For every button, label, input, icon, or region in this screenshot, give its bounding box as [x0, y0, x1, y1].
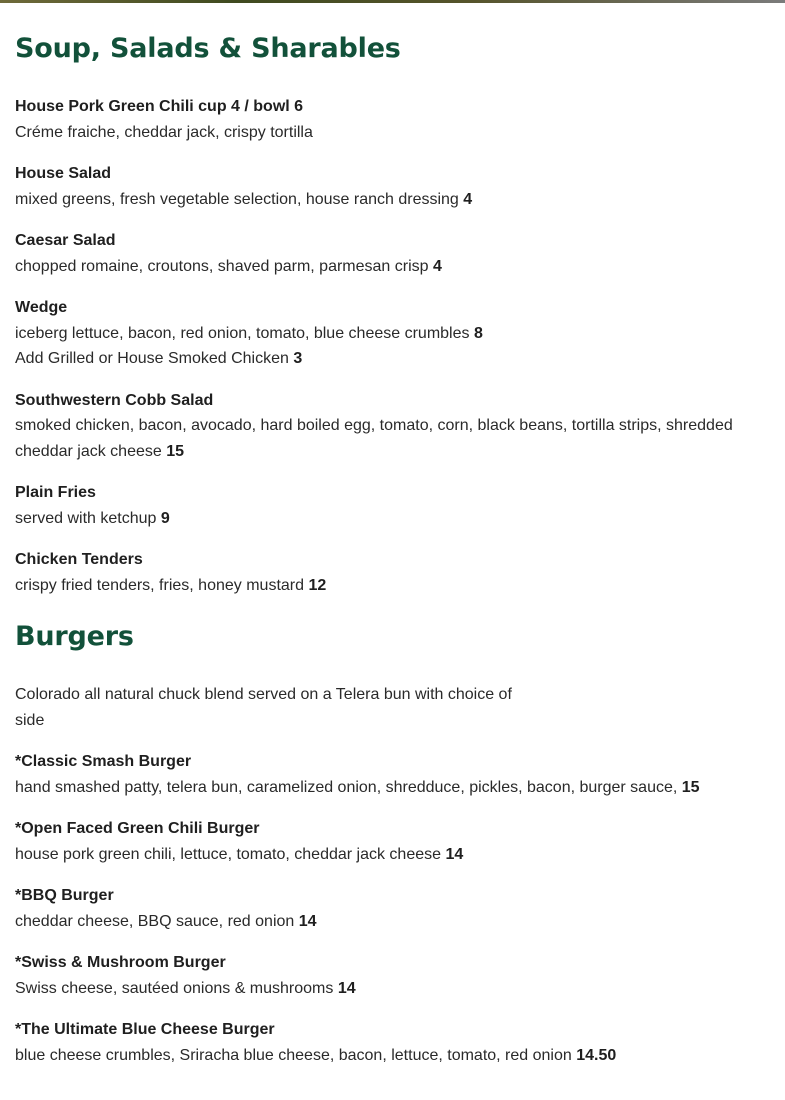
menu-item-name: Plain Fries	[15, 484, 96, 501]
menu-item-name: Wedge	[15, 299, 68, 316]
menu-item	[15, 749, 775, 800]
menu-item-description-text: cheddar cheese, BBQ sauce, red onion	[15, 912, 295, 930]
menu-section	[15, 620, 775, 1068]
menu-item	[15, 816, 775, 867]
menu-sections	[15, 32, 775, 1068]
menu-item-price: 14	[337, 979, 356, 997]
menu-item-description-text: hand smashed patty, telera bun, caramelized onion, shredduce, pickles, bacon, burger sauce,	[15, 778, 678, 796]
menu-item-description-text: mixed greens, fresh vegetable selection, house ranch dressing	[15, 190, 459, 208]
menu-item	[15, 1017, 775, 1068]
menu-item	[15, 480, 775, 531]
menu-item-description	[15, 321, 775, 347]
menu-item-price: 15	[166, 442, 185, 460]
menu-item-name: Southwestern Cobb Salad	[15, 391, 214, 409]
menu-item-description	[15, 573, 775, 599]
menu-item-price: 15	[681, 778, 700, 796]
menu-item-price: 4	[433, 257, 442, 275]
section-title: Soup, Salads & Sharables	[15, 33, 401, 64]
menu-item	[15, 950, 775, 1001]
menu-item-description-text: Swiss cheese, sautéed onions & mushrooms	[15, 979, 334, 997]
menu-item-name: House Salad	[15, 165, 112, 182]
menu-section	[15, 32, 775, 598]
section-intro: Colorado all natural chuck blend served on a Telera bun with choice of side	[15, 686, 512, 729]
menu-item-price: 14	[298, 912, 317, 930]
menu-item-description	[15, 120, 775, 146]
menu-item-name: *The Ultimate Blue Cheese Burger	[15, 1021, 275, 1038]
menu-item	[15, 94, 775, 145]
menu-item-description	[15, 413, 775, 464]
menu-item-price: 8	[473, 324, 483, 342]
menu-item-name: *Classic Smash Burger	[15, 753, 192, 770]
menu-item-name: *BBQ Burger	[15, 887, 114, 904]
menu-item	[15, 388, 775, 465]
menu-item-price: 4	[463, 190, 473, 208]
menu-item-description	[15, 1043, 775, 1069]
menu-item-description	[15, 346, 775, 372]
menu-item-description-text: house pork green chili, lettuce, tomato, cheddar jack cheese	[15, 845, 442, 863]
menu-item-name: Caesar Salad	[15, 232, 116, 249]
menu-item-price: 3	[293, 350, 303, 367]
menu-item-description-text: Créme fraiche, cheddar jack, crispy tortilla	[15, 123, 313, 141]
menu-item-description	[15, 775, 775, 801]
menu-item-description	[15, 909, 775, 935]
menu-item	[15, 295, 775, 372]
menu-item-price: 12	[308, 576, 327, 594]
menu-item-description	[15, 254, 775, 280]
menu-item-name: House Pork Green Chili cup 4 / bowl 6	[15, 98, 304, 115]
menu-item-price: 9	[160, 509, 170, 527]
menu-item	[15, 883, 775, 934]
menu-item-name: Chicken Tenders	[15, 551, 143, 568]
menu-item-name: *Open Faced Green Chili Burger	[15, 820, 260, 837]
menu-item-description	[15, 842, 775, 868]
menu-item-price: 14.50	[576, 1046, 617, 1064]
menu-item-description-text: Add Grilled or House Smoked Chicken	[15, 350, 289, 367]
section-title: Burgers	[15, 621, 134, 652]
menu-item-description-text: served with ketchup	[15, 509, 157, 527]
menu-item-price: 14	[445, 845, 464, 863]
menu-item	[15, 547, 775, 598]
menu-item-description-text: iceberg lettuce, bacon, red onion, tomato, blue cheese crumbles	[15, 324, 470, 342]
menu-item-description	[15, 976, 775, 1002]
menu-item	[15, 228, 775, 279]
menu-item-description	[15, 506, 775, 532]
menu-item-description-text: smoked chicken, bacon, avocado, hard boiled egg, tomato, corn, black beans, tortilla strips, shredded cheddar jack cheese	[15, 417, 733, 460]
menu-content	[15, 0, 775, 1084]
menu-item	[15, 161, 775, 212]
menu-item-description-text: chopped romaine, croutons, shaved parm, parmesan crisp	[15, 257, 429, 275]
menu-item-description	[15, 187, 775, 213]
menu-item-description-text: crispy fried tenders, fries, honey mustard	[15, 576, 305, 594]
menu-item-name: *Swiss & Mushroom Burger	[15, 954, 226, 971]
menu-item-description-text: blue cheese crumbles, Sriracha blue cheese, bacon, lettuce, tomato, red onion	[15, 1046, 572, 1064]
